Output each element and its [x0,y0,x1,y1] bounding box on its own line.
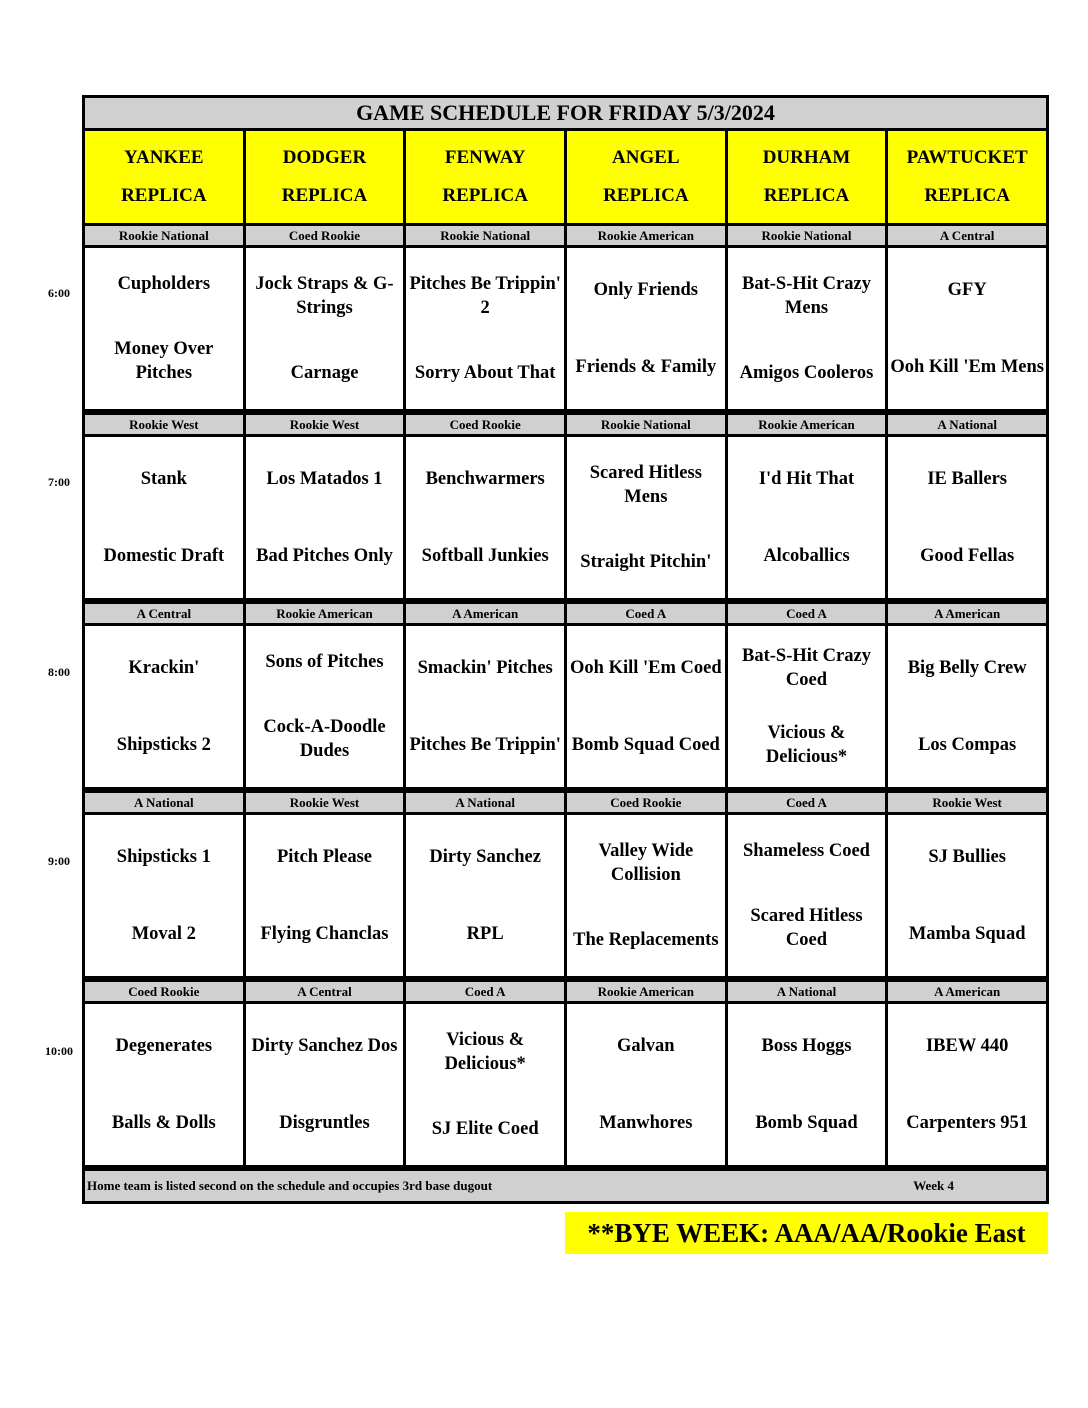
field-sub: REPLICA [763,185,850,206]
home-team: Pitches Be Trippin' [409,734,561,755]
game-cell [85,626,243,787]
division-label: A National [406,793,564,812]
division-row [85,979,1046,1001]
away-team: Los Matados 1 [266,469,383,490]
away-team: Galvan [617,1036,675,1057]
game-cell [406,248,564,409]
home-team: Carnage [290,362,359,383]
time-slots [85,223,1046,1168]
division-label: Rookie West [246,415,404,434]
away-team: Shameless Coed [743,841,870,862]
division-row [85,412,1046,434]
game-cell [567,1004,725,1165]
division-label: A Central [888,226,1046,245]
division-label: A Central [85,604,243,623]
games-row [85,812,1046,979]
game-cell [728,626,886,787]
game-cell [888,248,1046,409]
division-label: A National [888,415,1046,434]
division-label: Rookie American [246,604,404,623]
field-header-pawtucket [888,131,1046,223]
field-name: DURHAM [762,147,851,168]
away-team: Vicious & Delicious* [444,1030,526,1075]
home-team: Bomb Squad Coed [571,734,720,755]
bye-week-banner: **BYE WEEK: AAA/AA/Rookie East [565,1212,1048,1254]
field-name: PAWTUCKET [906,147,1028,168]
home-team: Los Compas [918,734,1017,755]
week-label: Week 4 [913,1178,954,1193]
game-cell [567,815,725,976]
field-name: DODGER [282,147,367,168]
field-header-angel [567,131,725,223]
away-team: Bat-S-Hit Crazy Coed [742,646,871,691]
game-cell [567,248,725,409]
game-cell [246,437,404,598]
division-label: Rookie National [406,226,564,245]
division-label: Coed A [567,604,725,623]
away-team: IBEW 440 [925,1036,1009,1057]
games-row [85,1001,1046,1168]
game-cell [85,1004,243,1165]
away-team: GFY [947,280,987,301]
division-label: A American [888,604,1046,623]
game-cell [888,1004,1046,1165]
home-team-note: Home team is listed second on the schedule and occupies 3rd base dugout [87,1178,493,1193]
away-team: IE Ballers [927,469,1007,490]
time-label-7: 7:00 [48,475,70,489]
schedule-table [82,95,1049,1204]
time-label-10: 10:00 [45,1044,73,1058]
game-cell [85,248,243,409]
home-team: RPL [466,923,504,944]
home-team: Alcoballics [763,545,850,566]
home-team: Friends & Family [575,356,717,377]
away-team: Bat-S-Hit Crazy Mens [742,274,871,319]
home-team: Softball Junkies [421,545,549,566]
away-team: Valley Wide Collision [598,841,694,886]
division-label: A National [85,793,243,812]
games-row [85,623,1046,790]
game-cell [246,626,404,787]
field-sub: REPLICA [281,185,368,206]
division-label: A American [888,982,1046,1001]
home-team: Domestic Draft [103,545,225,566]
home-team: Straight Pitchin' [580,551,712,572]
division-label: Coed A [728,793,886,812]
away-team: Ooh Kill 'Em Coed [570,658,722,679]
footer-row [85,1168,1046,1201]
away-team: Scared Hitless Mens [589,463,702,508]
division-label: Rookie American [567,982,725,1001]
game-cell [888,437,1046,598]
field-header-row [85,131,1046,223]
division-label: Rookie West [888,793,1046,812]
away-team: Degenerates [115,1036,213,1057]
field-name: ANGEL [612,147,680,168]
division-label: Rookie American [728,415,886,434]
division-label: Coed Rookie [567,793,725,812]
games-row [85,434,1046,601]
home-team: Vicious & Delicious* [765,722,848,767]
division-label: Rookie West [85,415,243,434]
game-cell [85,815,243,976]
time-label-9: 9:00 [48,854,70,868]
game-cell [406,437,564,598]
division-label: A National [728,982,886,1001]
away-team: I'd Hit That [758,469,855,490]
field-header-dodger [246,131,404,223]
game-cell [567,626,725,787]
home-team: Cock-A-Doodle Dudes [263,716,386,761]
away-team: Smackin' Pitches [417,658,553,679]
home-team: Manwhores [599,1112,693,1133]
game-cell [888,626,1046,787]
away-team: SJ Bullies [928,847,1006,868]
home-team: The Replacements [573,929,719,950]
game-cell [888,815,1046,976]
division-label: Rookie American [567,226,725,245]
field-sub: REPLICA [603,185,689,206]
time-label-8: 8:00 [48,665,70,679]
division-row [85,601,1046,623]
home-team: Flying Chanclas [260,923,389,944]
division-label: A American [406,604,564,623]
away-team: Krackin' [128,658,200,679]
home-team: Mamba Squad [908,923,1026,944]
away-team: Boss Hoggs [761,1036,852,1057]
away-team: Benchwarmers [425,469,545,490]
time-label-6: 6:00 [48,286,70,300]
away-team: Shipsticks 1 [116,847,211,868]
home-team: Amigos Cooleros [739,362,874,383]
division-label: Rookie National [728,226,886,245]
home-team: Good Fellas [920,545,1015,566]
away-team: Big Belly Crew [907,658,1027,679]
game-cell [728,815,886,976]
game-cell [728,1004,886,1165]
home-team: SJ Elite Coed [431,1118,539,1139]
home-team: Disgruntles [279,1112,370,1133]
schedule-title: GAME SCHEDULE FOR FRIDAY 5/3/2024 [85,98,1046,131]
game-cell [406,815,564,976]
home-team: Sorry About That [414,362,556,383]
game-cell [406,626,564,787]
game-cell [406,1004,564,1165]
away-team: Pitch Please [276,847,373,868]
game-cell [85,437,243,598]
game-cell [246,815,404,976]
division-label: Rookie West [246,793,404,812]
game-cell [567,437,725,598]
field-sub: REPLICA [442,185,528,206]
away-team: Dirty Sanchez [429,847,541,868]
field-name: YANKEE [124,147,204,168]
field-header-fenway [406,131,564,223]
home-team: Bad Pitches Only [256,545,393,566]
home-team: Moval 2 [131,923,196,944]
home-team: Shipsticks 2 [116,734,211,755]
away-team: Dirty Sanchez Dos [251,1036,398,1057]
home-team: Bomb Squad [755,1112,858,1133]
division-label: Rookie National [85,226,243,245]
division-label: Coed A [406,982,564,1001]
away-team: Pitches Be Trippin' 2 [409,274,561,319]
division-label: Coed A [728,604,886,623]
home-team: Carpenters 951 [906,1112,1029,1133]
division-label: Coed Rookie [406,415,564,434]
home-team: Scared Hitless Coed [750,905,863,950]
field-header-yankee [85,131,243,223]
division-label: Rookie National [567,415,725,434]
division-row [85,223,1046,245]
away-team: Stank [140,469,187,490]
division-label: Coed Rookie [246,226,404,245]
home-team: Money Over Pitches [114,338,214,383]
home-team: Ooh Kill 'Em Mens [890,356,1044,377]
field-sub: REPLICA [121,185,207,206]
division-row [85,790,1046,812]
game-cell [728,248,886,409]
field-name: FENWAY [444,147,526,168]
field-sub: REPLICA [924,185,1010,206]
game-cell [246,248,404,409]
game-cell [246,1004,404,1165]
home-team: Balls & Dolls [111,1112,216,1133]
game-cell [728,437,886,598]
away-team: Only Friends [593,280,698,301]
field-header-durham [728,131,886,223]
division-label: Coed Rookie [85,982,243,1001]
away-team: Sons of Pitches [265,652,384,673]
away-team: Cupholders [117,274,211,295]
games-row [85,245,1046,412]
away-team: Jock Straps & G-Strings [255,274,394,319]
division-label: A Central [246,982,404,1001]
footer-bar [85,1171,1046,1201]
